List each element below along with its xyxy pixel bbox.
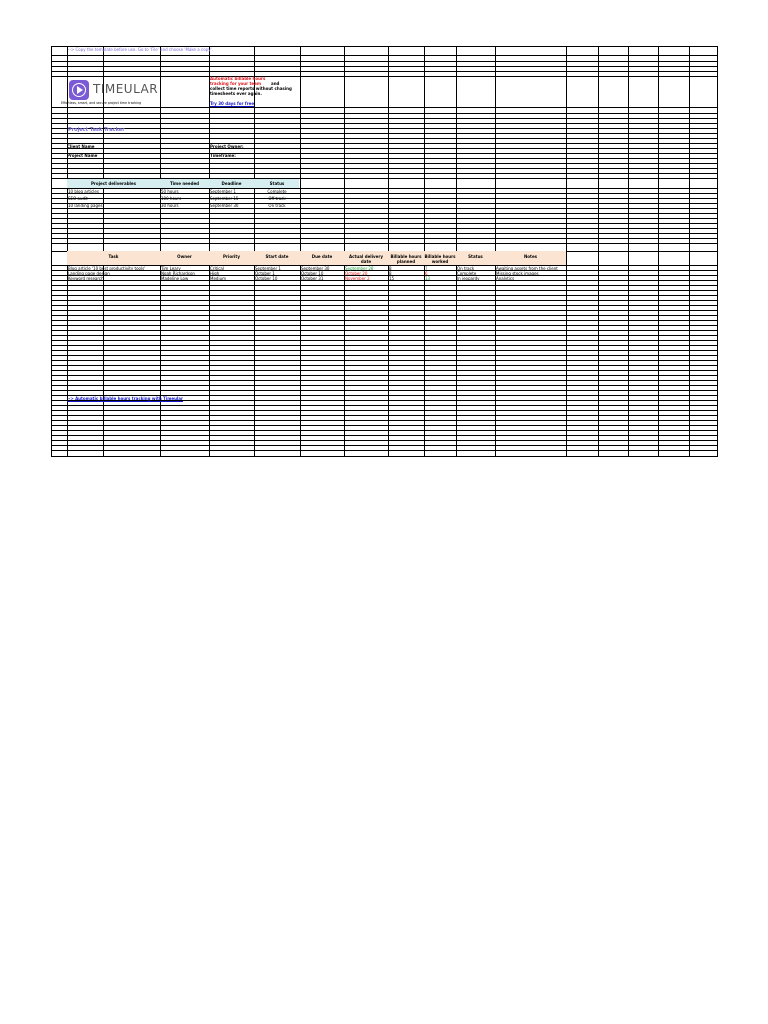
grid-row-line (52, 158, 717, 159)
deliverables-header[interactable]: Deadline (221, 181, 242, 186)
grid-row-line (52, 270, 717, 271)
promo-and: and (271, 81, 280, 86)
grid-row-line (52, 193, 717, 194)
promo-body: collect time reports without chasing timesheets ever again. (210, 86, 292, 96)
task-cell[interactable]: October 10 (301, 271, 324, 276)
grid-row-line (52, 233, 717, 234)
tracker-title: Project Task Tracker (68, 127, 125, 133)
grid-row-line (52, 415, 717, 416)
grid-row-line (52, 107, 717, 108)
grid-row-line (52, 430, 717, 431)
grid-row-line (52, 148, 717, 149)
grid-row-line (52, 390, 717, 391)
task-header[interactable]: Billable hours worked (424, 254, 456, 264)
grid-row-line (52, 228, 717, 229)
grid-row-line (52, 420, 717, 421)
task-cell[interactable]: October 20 (345, 271, 368, 276)
grid-row-line (52, 198, 717, 199)
grid-row-line (52, 360, 717, 361)
task-cell[interactable]: Missing stock images (496, 271, 539, 276)
deliverable-cell[interactable]: 100 hours (161, 196, 182, 201)
task-cell[interactable]: September 30 (301, 266, 330, 271)
grid-row-line (52, 300, 717, 301)
grid-row-line (52, 425, 717, 426)
grid-row-line (52, 218, 717, 219)
grid-row-line (52, 295, 717, 296)
client-name-label: Client Name (67, 144, 95, 149)
grid-row-line (52, 345, 717, 346)
task-cell[interactable]: Blog article '10 best productivity tools' (68, 266, 146, 271)
grid-row-line (52, 163, 717, 164)
task-header[interactable]: Task (108, 254, 119, 259)
deliverable-cell[interactable]: 50 hours (161, 189, 179, 194)
grid-row-line (52, 325, 717, 326)
grid-row-line (52, 168, 717, 169)
grid-row-line (52, 385, 717, 386)
task-cell[interactable]: Madeline Low (161, 276, 189, 281)
grid-row-line (52, 350, 717, 351)
deliverable-cell[interactable]: 30 hours (161, 203, 179, 208)
task-cell[interactable]: High (210, 271, 220, 276)
grid-row-line (52, 173, 717, 174)
brand-tagline: Effortless, smart, and secure project time tracking (61, 101, 142, 105)
deliverable-cell[interactable]: Complete (267, 189, 287, 194)
grid-row-line (52, 315, 717, 316)
deliverable-cell[interactable]: 10 landing pages (68, 203, 103, 208)
grid-row-line (52, 285, 717, 286)
task-cell[interactable]: Analytics (496, 276, 515, 281)
grid-row-line (52, 213, 717, 214)
task-header[interactable]: Due date (311, 254, 333, 259)
task-cell[interactable]: Critical (210, 266, 224, 271)
deliverables-header[interactable]: Time needed (169, 181, 200, 186)
grid-row-line (52, 380, 717, 381)
task-cell[interactable]: September 28 (345, 266, 374, 271)
task-cell[interactable]: In jeopardy (457, 276, 480, 281)
grid-row-line (52, 238, 717, 239)
grid-row-line (52, 355, 717, 356)
task-cell[interactable]: Landing page design (68, 271, 110, 276)
task-header[interactable]: Owner (177, 254, 192, 259)
task-header[interactable]: Priority (223, 254, 240, 259)
deliverables-header[interactable]: Project deliverables (90, 181, 137, 186)
grid-row-line (52, 76, 717, 77)
task-cell[interactable]: Awaiting assets from the client (496, 266, 558, 271)
grid-row-line (52, 435, 717, 436)
grid-row-line (52, 450, 717, 451)
task-cell[interactable]: 7 (425, 266, 428, 271)
task-cell[interactable]: 8 (389, 271, 392, 276)
task-cell[interactable]: 15 (389, 276, 395, 281)
grid-row-line (52, 310, 717, 311)
deliverable-cell[interactable]: September 1 (210, 189, 236, 194)
grid-row-line (52, 330, 717, 331)
task-header[interactable]: Billable hours planned (390, 254, 422, 264)
grid-row-line (52, 143, 717, 144)
grid-row-line (52, 335, 717, 336)
timeular-logo-text: TIMEULAR (93, 82, 159, 96)
project-owner-label: Project Owner: (210, 144, 244, 149)
task-cell[interactable]: October 31 (301, 276, 324, 281)
grid-row-line (52, 375, 717, 376)
grid-row-line (52, 445, 717, 446)
grid-row-line (52, 71, 717, 72)
task-cell[interactable]: Noah Richardson (161, 271, 195, 276)
grid-row-line (52, 138, 717, 139)
grid-row-line (52, 365, 717, 366)
task-cell[interactable]: October 10 (255, 276, 278, 281)
grid-row-line (52, 265, 717, 266)
grid-row-line (52, 113, 717, 114)
grid-row-line (52, 153, 717, 154)
grid-row-line (52, 118, 717, 119)
task-header[interactable]: Actual delivery date (349, 254, 383, 264)
grid-row-line (52, 290, 717, 291)
grid-row-line (52, 305, 717, 306)
task-cell[interactable]: September 1 (255, 266, 281, 271)
grid-row-line (52, 223, 717, 224)
deliverable-cell[interactable]: 10 blog articles (68, 189, 99, 194)
task-header[interactable]: Notes (523, 254, 538, 259)
grid-row-line (52, 188, 717, 189)
deliverable-cell[interactable]: SEO audit (68, 196, 88, 201)
project-name-label: Project Name (67, 153, 98, 158)
grid-row-line (52, 133, 717, 134)
task-header[interactable]: Start date (265, 254, 289, 259)
deliverable-cell[interactable]: September 15 (210, 196, 239, 201)
task-cell[interactable]: On track (457, 266, 475, 271)
grid-row-line (52, 320, 717, 321)
task-cell[interactable]: Tim Leary (161, 266, 181, 271)
grid-row-line (52, 55, 717, 56)
copy-template-note: --> Copy the template before use. Go to 'File' and choose 'Make a copy'. (68, 47, 213, 52)
grid-row-line (52, 66, 717, 67)
deliverable-cell[interactable]: On track (268, 203, 286, 208)
grid-row-line (52, 440, 717, 441)
deliverables-header[interactable]: Status (269, 181, 285, 186)
deliverable-cell[interactable]: Off track (268, 196, 286, 201)
task-cell[interactable]: Keyword research (68, 276, 104, 281)
task-cell[interactable]: 13 (425, 276, 431, 281)
grid-row-line (52, 405, 717, 406)
trial-link[interactable]: Try 30 days for free (210, 101, 255, 106)
deliverable-cell[interactable]: September 30 (210, 203, 239, 208)
grid-row-line (52, 203, 717, 204)
spreadsheet-grid[interactable] (51, 46, 718, 457)
task-cell[interactable]: November 2 (345, 276, 370, 281)
grid-row-line (52, 410, 717, 411)
grid-row-line (52, 370, 717, 371)
task-cell[interactable]: Complete (457, 271, 477, 276)
grid-row-line (52, 275, 717, 276)
timeframe-label: Timeframe: (210, 153, 236, 158)
grid-row-line (52, 208, 717, 209)
timeular-logo-icon (69, 80, 89, 100)
promo-headline: Automatic billable hours tracking for your team (210, 76, 266, 86)
footer-timeular-link[interactable]: --> Automatic billable hours tracking with Timeular (67, 396, 183, 401)
task-cell[interactable]: 8 (389, 266, 392, 271)
grid-row-line (52, 280, 717, 281)
task-cell[interactable]: 6 (425, 271, 428, 276)
grid-row-line (52, 123, 717, 124)
task-cell[interactable]: Medium (210, 276, 226, 281)
task-header[interactable]: Status (468, 254, 483, 259)
grid-row-line (52, 243, 717, 244)
grid-row-line (52, 128, 717, 129)
grid-row-line (52, 61, 717, 62)
grid-row-line (52, 340, 717, 341)
task-cell[interactable]: October 1 (255, 271, 275, 276)
